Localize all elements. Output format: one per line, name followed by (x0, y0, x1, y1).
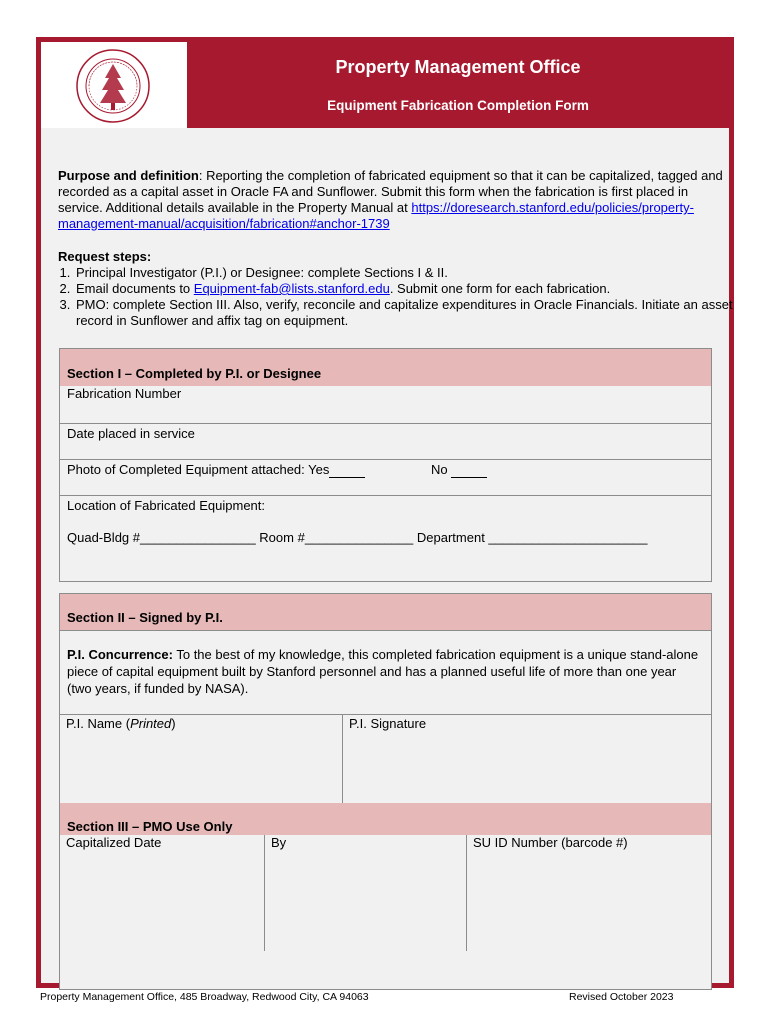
date-placed-field[interactable] (60, 423, 711, 459)
section-1-header: Section I – Completed by P.I. or Designee (60, 349, 711, 386)
yes-blank[interactable] (329, 462, 365, 478)
section-3-header: Section III – PMO Use Only (60, 803, 711, 835)
pi-concurrence (60, 630, 711, 714)
concurrence-label: P.I. Concurrence: (67, 647, 173, 662)
no-label: No (431, 462, 448, 477)
location-row (60, 495, 711, 581)
property-manual-link[interactable]: https://doresearch.stanford.edu/policies/property-management-manual/acquisition/fabrication#anchor-1739 (58, 200, 694, 231)
section-3 (59, 803, 712, 990)
pmo-row (60, 835, 711, 951)
pi-signature-field[interactable] (343, 715, 713, 803)
pi-sign-row (60, 714, 711, 803)
footer-revised: Revised October 2023 (569, 991, 674, 1003)
purpose-paragraph (58, 168, 728, 232)
purpose-text: : Reporting the completion of fabricated equipment so that it can be capitalized, tagged and recorded as a capital asset in Oracle FA and Sunflower. Submit this form when the fabrication is first placed in service. Additional details available in the Property Manual at (58, 168, 723, 215)
pi-name-field[interactable] (60, 715, 343, 803)
form-frame (36, 37, 734, 988)
steps-list (58, 265, 738, 329)
section-2-header: Section II – Signed by P.I. (60, 594, 711, 630)
step-item (74, 281, 738, 297)
room-field[interactable]: Room #_______________ (259, 530, 414, 545)
photo-attached-label: Photo of Completed Equipment attached: Yes (67, 462, 330, 477)
date-placed-label: Date placed in service (67, 426, 195, 441)
location-label: Location of Fabricated Equipment: (67, 498, 266, 513)
pi-signature-label: P.I. Signature (349, 716, 427, 731)
su-id-field[interactable] (467, 835, 713, 951)
fabrication-number-field[interactable] (60, 386, 711, 423)
section-1 (59, 348, 712, 582)
no-option (431, 462, 487, 478)
fabrication-number-label: Fabrication Number (67, 386, 182, 401)
capitalized-date-label: Capitalized Date (66, 835, 162, 850)
no-blank[interactable] (451, 462, 487, 478)
logo-box (41, 42, 187, 128)
location-fields (67, 530, 704, 545)
purpose-label: Purpose and definition (58, 168, 199, 183)
pi-name-label: P.I. Name ( (66, 716, 131, 731)
footer-address: Property Management Office, 485 Broadway, Redwood City, CA 94063 (40, 991, 369, 1003)
department-field[interactable]: Department ______________________ (416, 530, 648, 545)
request-steps (58, 249, 738, 329)
su-id-label: SU ID Number (barcode #) (473, 835, 628, 850)
step-2-pre: Email documents to (76, 281, 194, 296)
quad-bldg-field[interactable]: Quad-Bldg #________________ (67, 530, 256, 545)
concurrence-text: To the best of my knowledge, this completed fabrication equipment is a unique stand-alone piece of capital equipment built by Stanford personnel and has a planned useful life of more than one year (two years, if funded by NASA). (67, 647, 699, 696)
printed-label: Printed (130, 716, 172, 731)
capitalized-date-field[interactable] (60, 835, 265, 951)
header-bar (41, 42, 729, 128)
by-field[interactable] (265, 835, 467, 951)
steps-label: Request steps: (58, 249, 152, 264)
by-label: By (271, 835, 287, 850)
form-subtitle: Equipment Fabrication Completion Form (327, 98, 589, 113)
step-2-post: . Submit one form for each fabrication. (389, 281, 611, 296)
pi-name-close: ) (171, 716, 176, 731)
email-link[interactable]: Equipment-fab@lists.stanford.edu (193, 281, 390, 296)
stanford-seal-icon (75, 48, 151, 124)
step-item: 3. PMO: complete Section III. Also, verify, reconcile and capitalize expenditures in Oracle Financials. Initiate an asset record in Sunflower and affix tag on equipment. (74, 297, 738, 329)
step-item: 1. Principal Investigator (P.I.) or Designee: complete Sections I & II. (74, 265, 738, 281)
page-title: Property Management Office (335, 57, 581, 77)
photo-attached-row (60, 459, 711, 495)
